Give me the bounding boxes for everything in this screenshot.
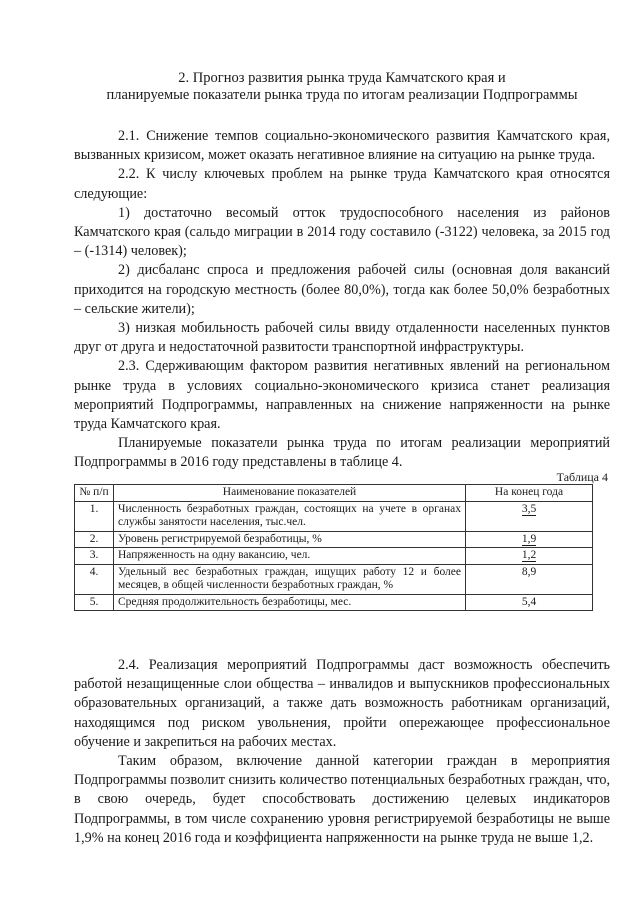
header-num: № п/п xyxy=(75,485,114,502)
indicators-table xyxy=(74,484,593,611)
row-num: 3. xyxy=(75,548,114,565)
paragraph: Планируемые показатели рынка труда по итогам реализации мероприятий Подпрограммы в 2016 году представлены в таблице 4. xyxy=(74,435,610,471)
row-value-text: 3,5 xyxy=(521,502,537,515)
row-num: 4. xyxy=(75,564,114,594)
row-name: Численность безработных граждан, состоящих на учете в органах службы занятости населения, тыс.чел. xyxy=(114,501,466,531)
row-num: 1. xyxy=(75,501,114,531)
paragraph: Таким образом, включение данной категории граждан в мероприятия Подпрограммы позволит снизить количество потенциальных безработных граждан, что, в свою очередь, будет способствовать достижению целевых индикаторов Подпрограммы, в том числе сохранению уровня регистрируемой безработицы не выше 1,9% на конец 2016 года и коэффициента напряженности на рынке труда не выше 1,2. xyxy=(74,753,610,846)
paragraph: 2.1. Снижение темпов социально-экономического развития Камчатского края, вызванных кризисом, может оказать негативное влияние на ситуацию на рынке труда. xyxy=(74,128,610,164)
row-value xyxy=(466,564,593,594)
table-row xyxy=(75,531,593,548)
row-num: 2. xyxy=(75,531,114,548)
row-name: Средняя продолжительность безработицы, мес. xyxy=(114,594,466,611)
paragraph: 1) достаточно весомый отток трудоспособного населения из районов Камчатского края (сальдо миграции в 2014 году составило (-3122) человека, за 2015 год – (-1314) человек); xyxy=(74,204,610,260)
row-value-text: 5,4 xyxy=(521,595,537,608)
table-caption: Таблица 4 xyxy=(556,470,608,484)
paragraph: 2.2. К числу ключевых проблем на рынке труда Камчатского края относятся следующие: xyxy=(74,166,610,202)
row-value xyxy=(466,548,593,565)
heading-line-1: 2. Прогноз развития рынка труда Камчатского края и xyxy=(178,70,506,86)
row-value-text: 1,2 xyxy=(521,549,537,561)
row-name: Напряженность на одну вакансию, чел. xyxy=(114,548,466,565)
header-value: На конец года xyxy=(466,485,593,502)
paragraph: 2.3. Сдерживающим фактором развития негативных явлений на региональном рынке труда в условиях социально-экономического кризиса станет реализация мероприятий Подпрограммы, направленных на снижение напряженности на рынке труда Камчатского края. xyxy=(74,358,610,433)
row-value xyxy=(466,501,593,531)
top-paragraphs xyxy=(74,127,610,473)
table-row xyxy=(75,501,593,531)
heading-line-2: планируемые показатели рынка труда по итогам реализации Подпрограммы xyxy=(106,87,578,103)
row-name: Удельный вес безработных граждан, ищущих работу 12 и более месяцев, в общей численности безработных граждан, % xyxy=(114,564,466,594)
header-name: Наименование показателей xyxy=(114,485,466,502)
row-value xyxy=(466,594,593,611)
paragraph: 3) низкая мобильность рабочей силы ввиду отдаленности населенных пунктов друг от друга и недостаточной развитости транспортной инфраструктуры. xyxy=(74,320,610,356)
table-header-row xyxy=(75,485,593,502)
row-value-text: 8,9 xyxy=(521,565,537,578)
row-name: Уровень регистрируемой безработицы, % xyxy=(114,531,466,548)
row-num: 5. xyxy=(75,594,114,611)
paragraph: 2) дисбаланс спроса и предложения рабочей силы (основная доля вакансий приходится на городскую местность (более 80,0%), тогда как более 50,0% безработных – сельские жители); xyxy=(74,262,610,317)
table-row xyxy=(75,564,593,594)
table-row xyxy=(75,594,593,611)
row-value-text: 1,9 xyxy=(521,532,537,545)
bottom-paragraphs xyxy=(74,656,610,848)
paragraph: 2.4. Реализация мероприятий Подпрограммы даст возможность обеспечить работой незащищенные слои общества – инвалидов и выпускников профессиональных образовательных организаций, а также дать возможность работникам организаций, находящимся под риском увольнения, пройти опережающее профессиональное обучение и закрепиться на рабочих местах. xyxy=(74,657,610,750)
table-row xyxy=(75,548,593,565)
section-heading xyxy=(74,70,610,104)
row-value xyxy=(466,531,593,548)
